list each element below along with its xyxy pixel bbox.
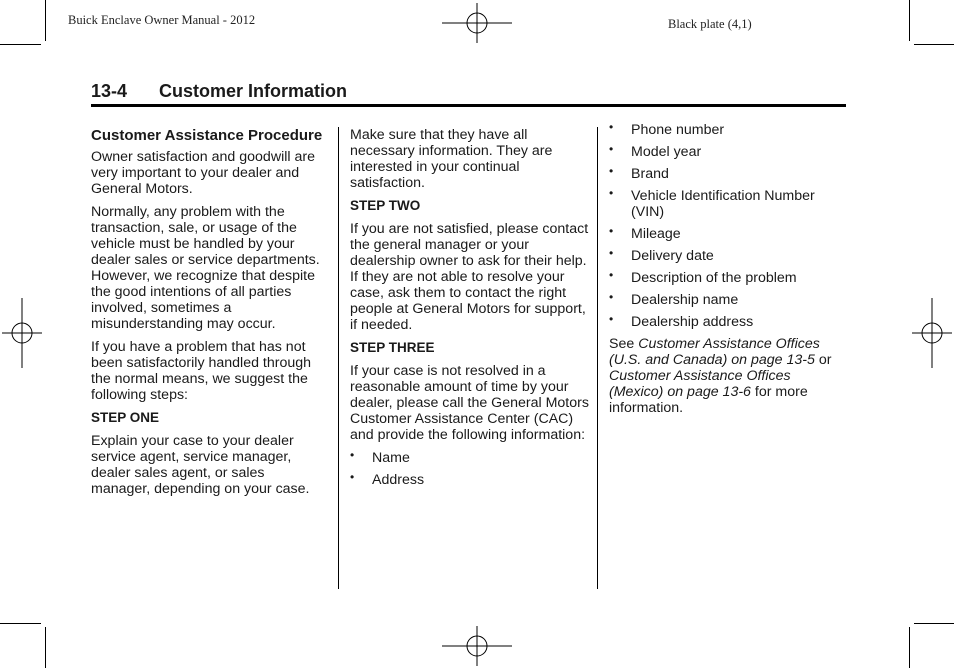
section-number: 13-4: [91, 81, 128, 101]
bullet-icon: •: [609, 142, 614, 156]
crop-mark-tl-horizontal: [0, 44, 41, 45]
step-two-heading: STEP TWO: [350, 198, 421, 213]
crop-mark-tr-horizontal: [914, 44, 954, 45]
column-divider-1: [338, 127, 339, 589]
bullet-icon: •: [350, 448, 355, 462]
registration-crosshair-left: [2, 298, 42, 368]
crop-mark-br-vertical: [909, 627, 910, 668]
list-item: [609, 292, 839, 308]
bullet-icon: •: [609, 290, 614, 304]
column-1: [91, 127, 327, 504]
list-item-text: Model year: [631, 144, 702, 160]
cross-reference-paragraph: [609, 336, 839, 416]
bullet-icon: •: [609, 164, 614, 178]
list-item-text: Phone number: [631, 122, 725, 138]
list-item-text: Name: [372, 450, 410, 466]
paragraph: If your case is not resolved in a reasonable amount of time by your dealer, please call the General Motors Customer Assistance Center (CAC) and provide the following information:: [350, 363, 589, 443]
list-item: [350, 472, 590, 488]
plate-label: Black plate (4,1): [668, 17, 752, 31]
list-item-text: Description of the problem: [631, 270, 797, 286]
list-item: [609, 144, 839, 160]
step-three-heading: STEP THREE: [350, 340, 435, 355]
info-list: [350, 450, 590, 488]
cross-reference-link-mexico[interactable]: Customer Assistance Offices (Mexico) on page 13-6: [609, 368, 791, 400]
bullet-icon: •: [609, 246, 614, 260]
crop-mark-tl-vertical: [45, 0, 46, 41]
column-2: [350, 127, 590, 494]
registration-crosshair-top: [442, 3, 512, 43]
section-title: Customer Information: [159, 81, 348, 101]
paragraph: Normally, any problem with the transaction, sale, or usage of the vehicle must be handled by your dealer sales or service departments. However, we recognize that despite the good intentions of all parties involved, sometimes a misunderstanding may occur.: [91, 204, 320, 332]
list-item-text: Mileage: [631, 226, 681, 242]
bullet-icon: •: [609, 224, 614, 238]
paragraph: Make sure that they have all necessary information. They are interested in your continual satisfaction.: [350, 127, 553, 191]
list-item: [609, 314, 839, 330]
manual-title: Buick Enclave Owner Manual - 2012: [68, 13, 256, 27]
paragraph: If you are not satisfied, please contact the general manager or your dealership owner to ask for their help. If they are not able to resolve your case, ask them to contact the right people at General Motors for support, if needed.: [350, 221, 589, 333]
list-item-text: Address: [372, 472, 425, 488]
list-item: [609, 188, 839, 220]
list-item: [609, 122, 839, 138]
procedure-heading: Customer Assistance Procedure: [91, 127, 323, 144]
list-item-text: Brand: [631, 166, 669, 182]
see-text: See: [609, 336, 635, 352]
list-item: [350, 450, 590, 466]
list-item-text: Delivery date: [631, 248, 714, 264]
paragraph: Explain your case to your dealer service agent, service manager, dealer sales agent, or sales manager, depending on your case.: [91, 433, 310, 497]
crop-mark-br-horizontal: [914, 623, 954, 624]
list-item-text: Dealership name: [631, 292, 739, 308]
info-list: [609, 122, 839, 330]
crop-mark-bl-vertical: [45, 627, 46, 668]
tail-text: for more information.: [609, 384, 808, 416]
list-item: [609, 248, 839, 264]
bullet-icon: •: [609, 312, 614, 326]
column-3: [609, 122, 839, 423]
section-heading: [91, 80, 846, 107]
paragraph: If you have a problem that has not been satisfactorily handled through the normal means, we suggest the following steps:: [91, 339, 312, 403]
bullet-icon: •: [609, 120, 614, 134]
list-item: [609, 226, 839, 242]
crop-mark-tr-vertical: [909, 0, 910, 41]
column-divider-2: [597, 127, 598, 589]
bullet-icon: •: [609, 268, 614, 282]
registration-crosshair-bottom: [442, 626, 512, 666]
list-item: [609, 270, 839, 286]
bullet-icon: •: [609, 186, 614, 200]
crop-mark-bl-horizontal: [0, 623, 41, 624]
bullet-icon: •: [350, 470, 355, 484]
step-one-heading: STEP ONE: [91, 410, 160, 425]
list-item-text: Vehicle Identification Number (VIN): [631, 188, 815, 220]
registration-crosshair-right: [912, 298, 952, 368]
paragraph: Owner satisfaction and goodwill are very important to your dealer and General Motors.: [91, 149, 315, 197]
or-text: or: [818, 352, 832, 368]
list-item-text: Dealership address: [631, 314, 754, 330]
cross-reference-link-us-canada[interactable]: Customer Assistance Offices (U.S. and Canada) on page 13-5: [609, 336, 820, 368]
list-item: [609, 166, 839, 182]
